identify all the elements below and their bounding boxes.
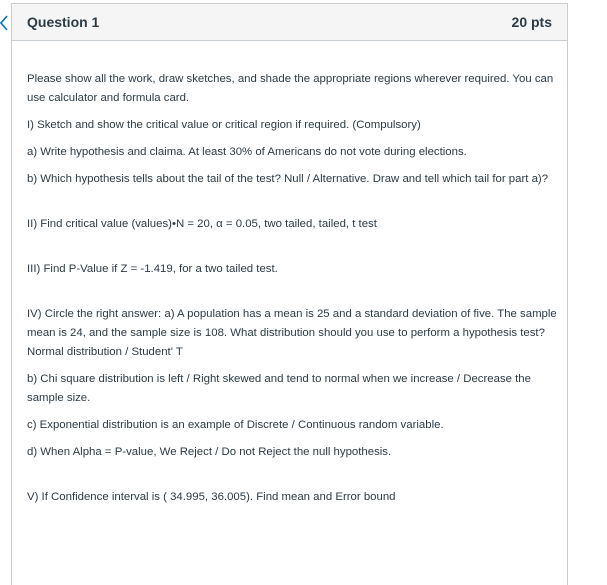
part-1a-prompt: a) Write hypothesis and claima. At least 30% of Americans do not vote during elections. [27,146,467,158]
part-2-prompt: II) Find critical value (values)•N = 20, α = 0.05, two tailed, tailed, t test [27,218,377,230]
part-5-prompt: V) If Confidence interval is ( 34.995, 36.005). Find mean and Error bound [27,491,396,503]
part-4d-prompt: d) When Alpha = P-value, We Reject / Do not Reject the null hypothesis. [27,446,392,458]
part-3-prompt: III) Find P-Value if Z = -1.419, for a two tailed test. [27,263,278,275]
question-card [11,3,568,585]
question-points: 20 pts [511,14,552,30]
instructions: Please show all the work, draw sketches, and shade the appropriate regions wherever required. You can use calculator and formula card. [27,73,554,104]
question-title: Question 1 [27,14,100,30]
part-1b-prompt: b) Which hypothesis tells about the tail of the test? Null / Alternative. Draw and tell which tail for part a)? [27,173,549,185]
part-1-prompt: I) Sketch and show the critical value or critical region if required. (Compulsory) [27,119,421,131]
question-text [12,41,567,507]
part-4b-prompt: b) Chi square distribution is left / Right skewed and tend to normal when we increase / Decrease the sample size. [27,373,531,404]
chevron-left-icon[interactable] [0,13,10,33]
part-4c-prompt: c) Exponential distribution is an example of Discrete / Continuous random variable. [27,419,444,431]
part-4a-prompt: IV) Circle the right answer: a) A population has a mean is 25 and a standard deviation of five. The sample mean is 24, and the sample size is 108. What distribution should you use to perform a hypothesis test? Normal distribution / Student' T [27,308,557,358]
question-header [12,4,567,41]
